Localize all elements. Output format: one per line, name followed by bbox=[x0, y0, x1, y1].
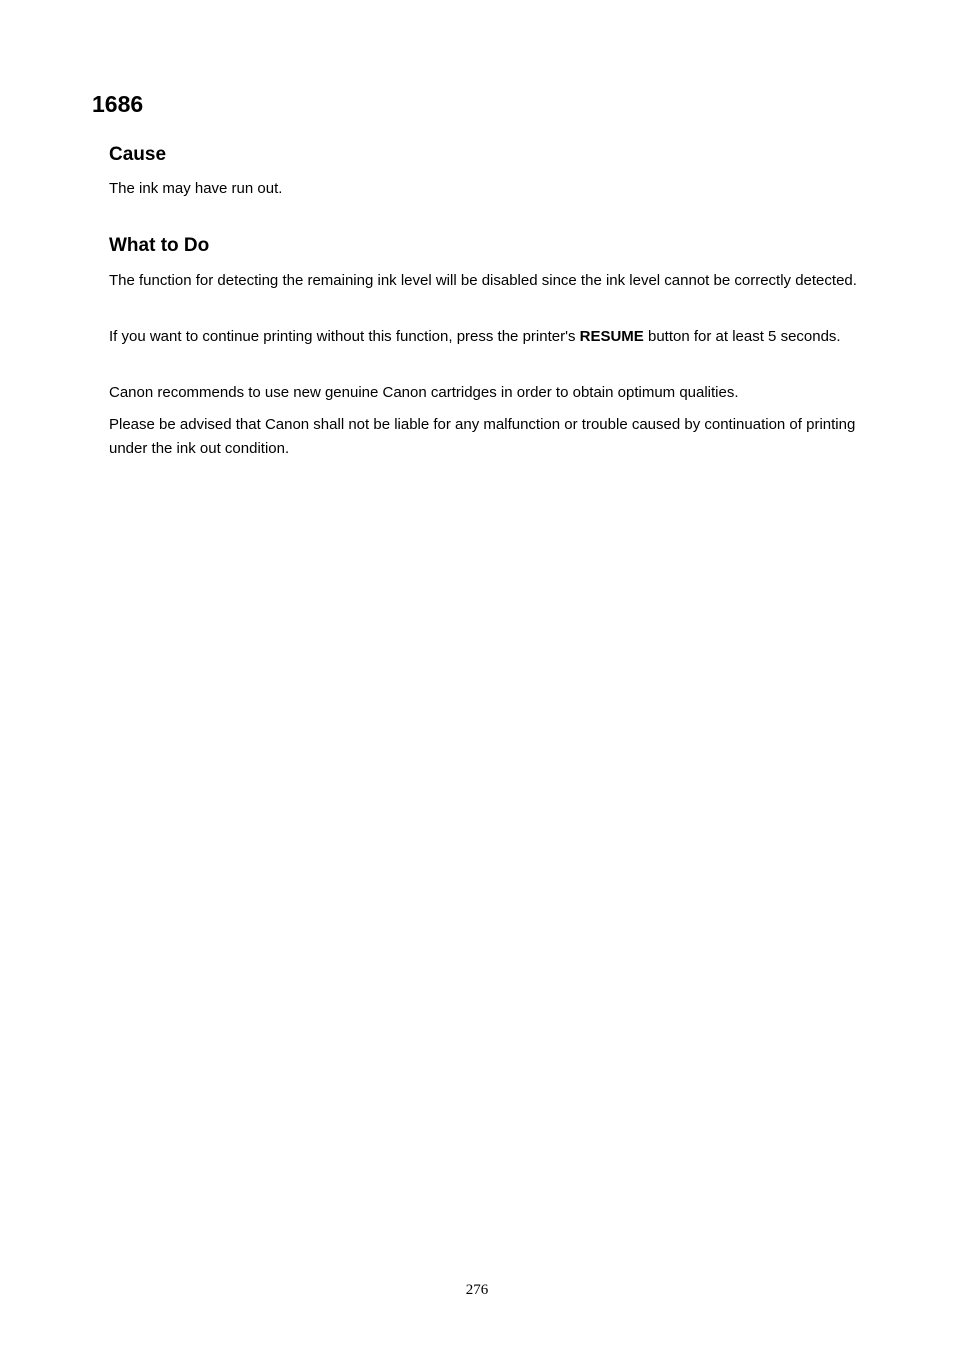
page-title: 1686 bbox=[92, 91, 144, 117]
resume-button-name: RESUME bbox=[579, 328, 644, 345]
what-to-do-paragraph-2 bbox=[109, 325, 869, 349]
what-to-do-paragraph-4: Please be advised that Canon shall not be liable for any malfunction or trouble caused by continuation of printing under the ink out condition. bbox=[109, 416, 856, 457]
cause-text: The ink may have run out. bbox=[109, 180, 283, 197]
what-to-do-paragraph-1: The function for detecting the remaining ink level will be disabled since the ink level cannot be correctly detected. bbox=[109, 272, 857, 289]
paragraph-2-text-after: button for at least 5 seconds. bbox=[643, 328, 841, 345]
what-to-do-paragraph-3: Canon recommends to use new genuine Canon cartridges in order to obtain optimum qualities. bbox=[109, 384, 739, 401]
page-number: 276 bbox=[465, 1282, 489, 1298]
what-to-do-heading: What to Do bbox=[109, 235, 210, 256]
paragraph-2-text-before: If you want to continue printing without this function, press the printer's bbox=[109, 328, 580, 345]
cause-heading: Cause bbox=[109, 144, 167, 165]
